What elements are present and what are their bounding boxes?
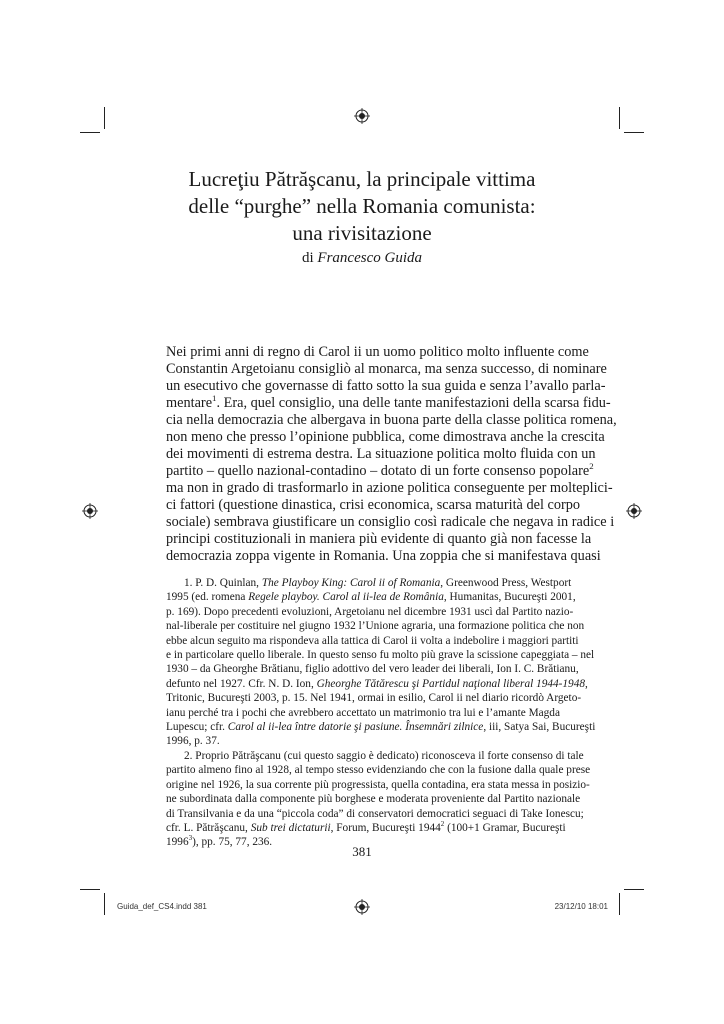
footnote-line: 1996$^3$), pp. 75, 77, 236. <box>166 834 273 849</box>
article-title <box>150 166 574 247</box>
body-line: dei movimenti di estrema destra. La situazione politica molto fluida con un <box>166 446 596 462</box>
footnote-line: nal-liberale per costituire nel giugno 1932 l’Unione agraria, una formazione politica che non <box>166 620 585 633</box>
footnote-line: Tritonic, Bucureşti 2003, p. 15. Nel 1941, ormai in esilio, Carol ii nel diario ricordò Argeto- <box>166 692 582 705</box>
footnote-line: 1996, p. 37. <box>166 735 220 748</box>
body-line: ma non in grado di trasformarlo in azione politica conseguente per molteplici- <box>166 480 613 496</box>
footnote-line: di Transilvania e da una “piccola coda” di conservatori democratici seguaci di Take Ionescu; <box>166 807 584 820</box>
crop-mark <box>80 889 100 890</box>
footnote-line: partito almeno fino al 1928, al tempo stesso evidenziando che con la fusione dalla quale prese <box>166 764 591 777</box>
body-line: Constantin Argetoianu consigliò al monarca, ma senza successo, di nominare <box>166 361 607 377</box>
body-line: cia nella democrazia che albergava in buona parte della classe politica romena, <box>166 412 617 428</box>
footnote-line: defunto nel 1927. Cfr. N. D. Ion, Gheorghe Tătărescu şi Partidul naţional liberal 1944-1948, <box>166 677 588 690</box>
slug-file: Guida_def_CS4.indd 381 <box>117 902 207 911</box>
body-line: ci fattori (questione dinastica, crisi economica, scarsa maturità del corpo <box>166 497 581 513</box>
footnote-line: ianu perché tra i pochi che avrebbero accettato un matrimonio tra lui e l’amante Magda <box>166 706 560 719</box>
title-line: Lucreţiu Pătrăşcanu, la principale vittima <box>188 167 536 191</box>
footnote-line: ne subordinata dalla componente più borghese e moderata proveniente dal Partito nazionale <box>166 793 581 806</box>
footnote-line: p. 169). Dopo precedenti evoluzioni, Argetoianu nel dicembre 1931 uscì dal Partito nazio- <box>166 605 574 618</box>
body-line: partito – quello nazional-contadino – dotato di un forte consenso popolare$^2$ <box>166 461 594 479</box>
author-prefix: di <box>302 250 314 266</box>
body-line: sociale) sembrava giustificare un consiglio così radicale che negava in radice i <box>166 514 615 530</box>
footnote-ref: 2 <box>589 461 594 472</box>
footnote-line: 1995 (ed. romena Regele playboy. Carol al ii-lea de România, Humanitas, Bucureşti 2001, <box>166 591 576 604</box>
body-line: democrazia zoppa vigente in Romania. Una zoppia che si manifestava quasi <box>166 548 601 564</box>
registration-mark-icon <box>354 899 370 915</box>
footnote-line: 2. Proprio Pătrăşcanu (cui questo saggio è dedicato) riconosceva il forte consenso di tale <box>184 749 584 762</box>
crop-mark <box>624 889 644 890</box>
body-line: un esecutivo che governasse di fatto sotto la sua guida e senza l’avallo parla- <box>166 378 606 394</box>
title-line: una rivisitazione <box>292 221 432 245</box>
crop-mark <box>619 893 620 915</box>
crop-mark <box>624 132 644 133</box>
registration-mark-icon <box>626 503 642 519</box>
footnote-line: cfr. L. Pătrăşcanu, Sub trei dictaturii, Forum, Bucureşti 1944$^2$ (100+1 Gramar, Bucureşti <box>166 820 566 834</box>
registration-mark-icon <box>82 503 98 519</box>
crop-mark <box>80 132 100 133</box>
footnote-line: 1930 – da Gheorghe Brătianu, figlio adottivo del vero leader dei liberali, Ion I. C. Brătianu, <box>166 663 579 676</box>
body-text <box>166 344 617 565</box>
footnotes <box>166 576 596 850</box>
footnote-line: e in particolare quello liberale. In questo senso fu molto più grave la scissione capeggiata – nel <box>166 649 595 662</box>
footnote-line: ebbe alcun seguito ma rispondeva alla tattica di Carol ii volta a indebolire i maggiori partiti <box>166 634 579 647</box>
footnote-ref: 1 <box>212 393 217 404</box>
title-line: delle “purghe” nella Romania comunista: <box>188 194 536 218</box>
registration-mark-icon <box>354 108 370 124</box>
slug-date: 23/12/10 18:01 <box>554 902 608 911</box>
page-number: 381 <box>352 844 372 859</box>
crop-mark <box>104 107 105 129</box>
author-line <box>150 249 574 267</box>
author-name: Francesco Guida <box>317 250 422 266</box>
body-line: Nei primi anni di regno di Carol ii un uomo politico molto influente come <box>166 344 589 360</box>
body-line: mentare$^1$. Era, quel consiglio, una delle tante manifestazioni della scarsa fidu- <box>166 393 611 411</box>
crop-mark <box>104 893 105 915</box>
body-line: non meno che presso l’opinione pubblica, come dimostrava anche la crescita <box>166 429 605 445</box>
body-line: principi costituzionali in maniera più evidente di quanto già non facesse la <box>166 531 592 547</box>
footnote-line: origine nel 1926, la sua corrente più progressista, quella contadina, era stata messa in posizio- <box>166 778 590 791</box>
crop-mark <box>619 107 620 129</box>
footnote-line: Lupescu; cfr. Carol al ii-lea între datorie şi pasiune. Însemnări zilnice, iii, Satya Sai, Bucureşti <box>166 721 596 734</box>
footnote-line: 1. P. D. Quinlan, The Playboy King: Carol ii of Romania, Greenwood Press, Westport <box>184 577 572 589</box>
